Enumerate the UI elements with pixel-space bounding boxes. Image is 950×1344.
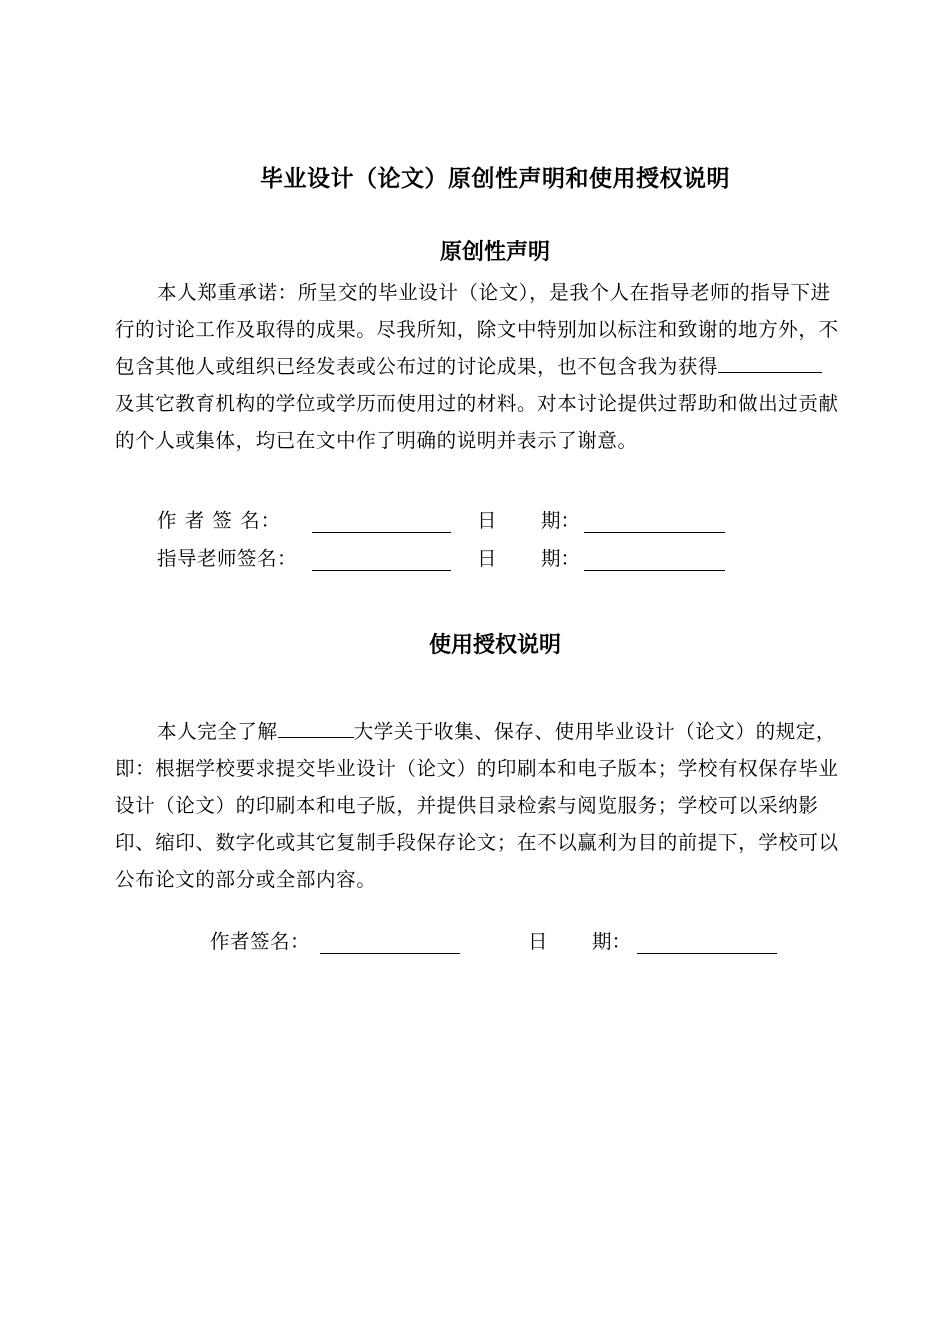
date-label-char2: 期： <box>541 509 581 532</box>
originality-text-part1: 本人郑重承诺：所呈交的毕业设计（论文），是我个人在指导老师的指导下进行的讨论工作及取得的成果。尽我所知，除文中特别加以标注和致谢的地方外，不包含其他人或组织已经发表或公布过的讨论成果，也不包含我为获得 <box>115 281 839 378</box>
authorization-date-field[interactable] <box>637 953 777 954</box>
authorization-paragraph <box>115 713 840 898</box>
authorization-author-field[interactable] <box>320 953 460 954</box>
originality-text-part2: 及其它教育机构的学位或学历而使用过的材料。对本讨论提供过帮助和做出过贡献的个人或集体，均已在文中作了明确的说明并表示了谢意。 <box>115 392 839 452</box>
university-blank-field[interactable] <box>278 717 354 738</box>
advisor-date-label-char2: 期： <box>541 547 581 570</box>
authorization-date-char2: 期： <box>592 930 632 953</box>
authorization-date-char1: 日 <box>528 930 548 953</box>
advisor-date-field[interactable] <box>584 570 725 571</box>
authorization-text-part1: 本人完全了解 <box>157 720 278 743</box>
authorization-author-label: 作者签名： <box>210 930 311 953</box>
author-date-field[interactable] <box>584 532 725 533</box>
authorization-signature-row <box>210 929 810 957</box>
author-signature-label: 作 者 签 名： <box>157 509 282 532</box>
authorization-heading: 使用授权说明 <box>428 633 561 658</box>
authorization-text-part2: 大学关于收集、保存、使用毕业设计（论文）的规定，即：根据学校要求提交毕业设计（论文）的印刷本和电子版本；学校有权保存毕业设计（论文）的印刷本和电子版，并提供目录检索与阅览服务；学校可以采纳影印、缩印、数字化或其它复制手段保存论文；在不以赢利为目的前提下，学校可以公布论文的部分或全部内容。 <box>115 720 839 891</box>
advisor-date-label-char1: 日 <box>477 547 497 570</box>
advisor-signature-row <box>157 546 757 574</box>
document-title: 毕业设计（论文）原创性声明和使用授权说明 <box>260 166 730 192</box>
advisor-signature-label: 指导老师签名： <box>157 547 298 570</box>
degree-blank-field[interactable] <box>718 352 822 373</box>
author-signature-row <box>157 508 757 536</box>
advisor-signature-field[interactable] <box>312 570 451 571</box>
originality-heading: 原创性声明 <box>439 240 550 265</box>
originality-paragraph <box>115 274 840 459</box>
author-signature-field[interactable] <box>312 532 451 533</box>
date-label-char1: 日 <box>477 509 497 532</box>
